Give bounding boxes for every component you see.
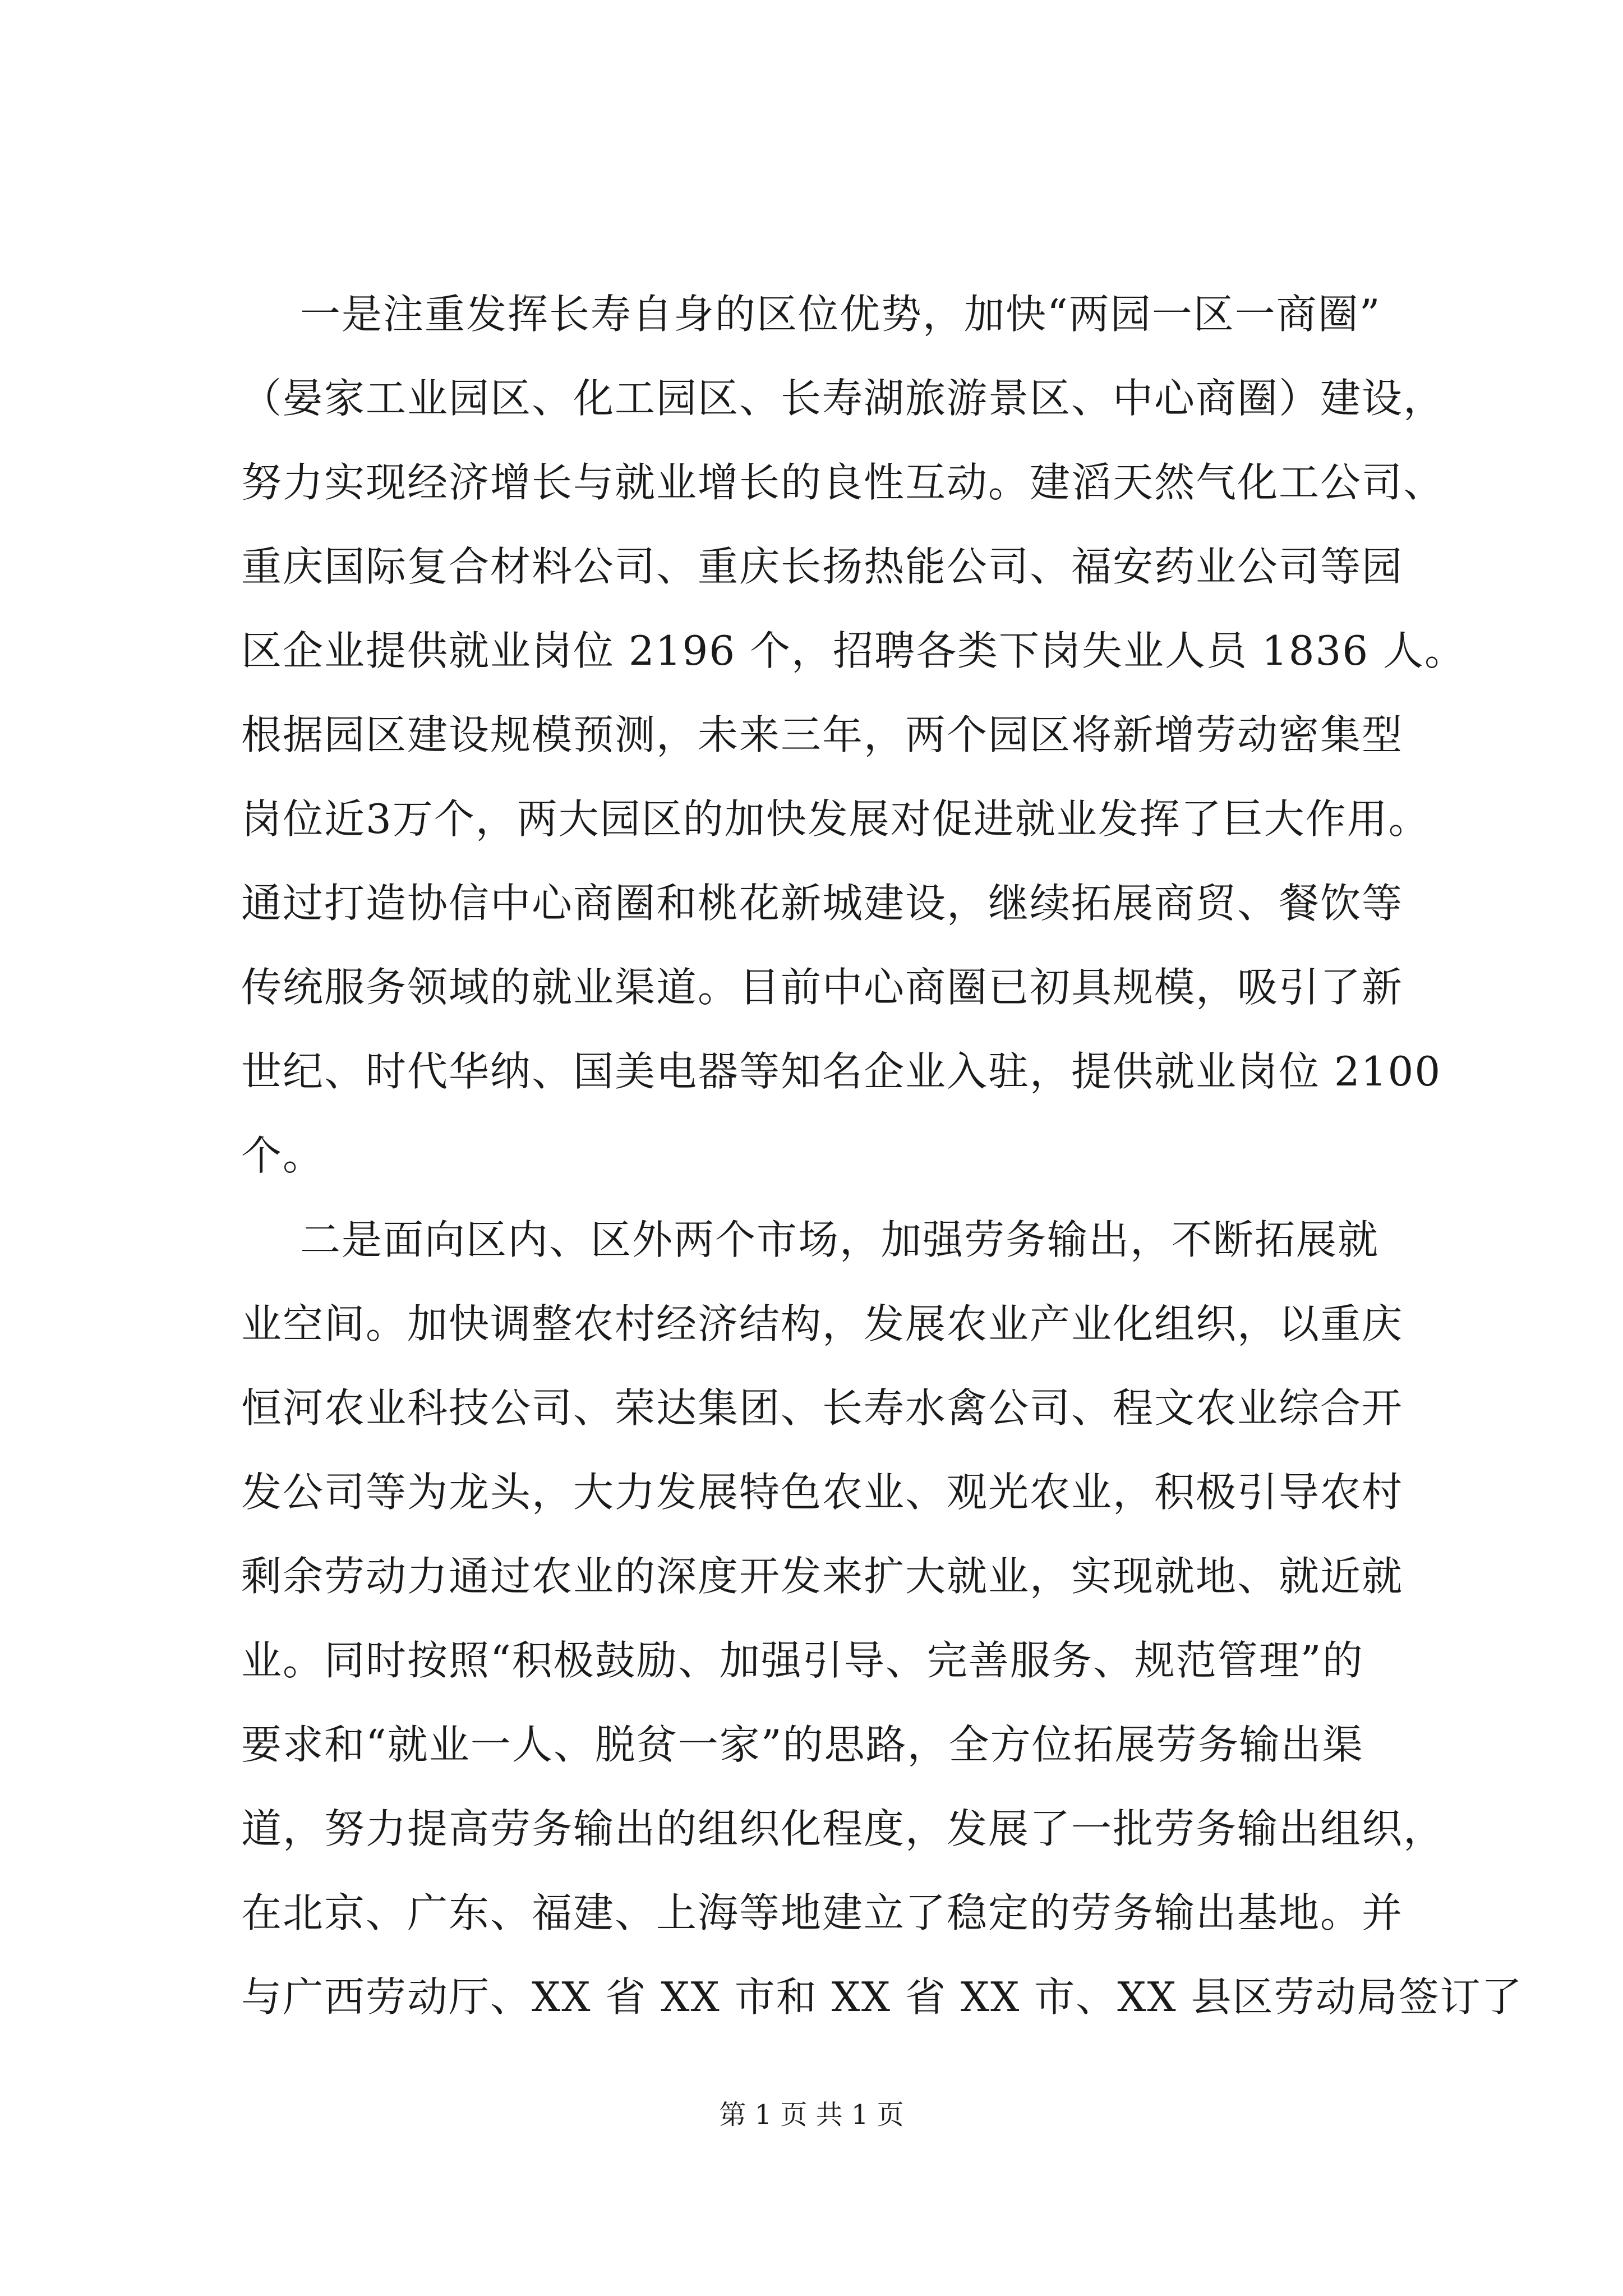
text-line-18: 要求和“就业一人、脱贫一家”的思路，全方位拓展劳务输出渠 xyxy=(241,1721,1364,1768)
text-line-4: 重庆国际复合材料公司、重庆长扬热能公司、福安药业公司等园 xyxy=(241,543,1404,590)
text-line-1: 一是注重发挥长寿自身的区位优势，加快“两园一区一商圈” xyxy=(300,291,1381,338)
text-line-13: 业空间。加快调整农村经济结构，发展农业产业化组织，以重庆 xyxy=(241,1300,1404,1347)
text-line-11: 个。 xyxy=(241,1132,325,1179)
text-line-8: 通过打造协信中心商圈和桃花新城建设，继续拓展商贸、餐饮等 xyxy=(241,880,1404,927)
text-line-2: （晏家工业园区、化工园区、长寿湖旅游景区、中心商圈）建设， xyxy=(241,375,1445,422)
text-line-12: 二是面向区内、区外两个市场，加强劳务输出，不断拓展就 xyxy=(300,1216,1380,1263)
text-line-19: 道，努力提高劳务输出的组织化程度，发展了一批劳务输出组织， xyxy=(241,1805,1445,1852)
text-line-16: 剩余劳动力通过农业的深度开发来扩大就业，实现就地、就近就 xyxy=(241,1553,1404,1600)
text-line-17: 业。同时按照“积极鼓励、加强引导、完善服务、规范管理”的 xyxy=(241,1637,1364,1684)
text-line-15: 发公司等为龙头，大力发展特色农业、观光农业，积极引导农村 xyxy=(241,1469,1404,1516)
text-line-7: 岗位近3万个，两大园区的加快发展对促进就业发挥了巨大作用。 xyxy=(241,795,1430,843)
text-line-10: 世纪、时代华纳、国美电器等知名企业入驻，提供就业岗位 2100 xyxy=(241,1048,1442,1095)
page-footer: 第 1 页 共 1 页 xyxy=(719,2099,904,2131)
text-line-5: 区企业提供就业岗位 2196 个，招聘各类下岗失业人员 1836 人。 xyxy=(241,627,1467,674)
text-line-6: 根据园区建设规模预测，未来三年，两个园区将新增劳动密集型 xyxy=(241,711,1404,758)
text-line-14: 恒河农业科技公司、荣达集团、长寿水禽公司、程文农业综合开 xyxy=(241,1384,1404,1432)
text-line-9: 传统服务领域的就业渠道。目前中心商圈已初具规模，吸引了新 xyxy=(241,964,1404,1011)
text-line-20: 在北京、广东、福建、上海等地建立了稳定的劳务输出基地。并 xyxy=(241,1889,1404,1936)
text-line-21: 与广西劳动厅、XX 省 XX 市和 XX 省 XX 市、XX 县区劳动局签订了 xyxy=(241,1973,1523,2021)
text-line-3: 努力实现经济增长与就业增长的良性互动。建滔天然气化工公司、 xyxy=(241,459,1445,506)
